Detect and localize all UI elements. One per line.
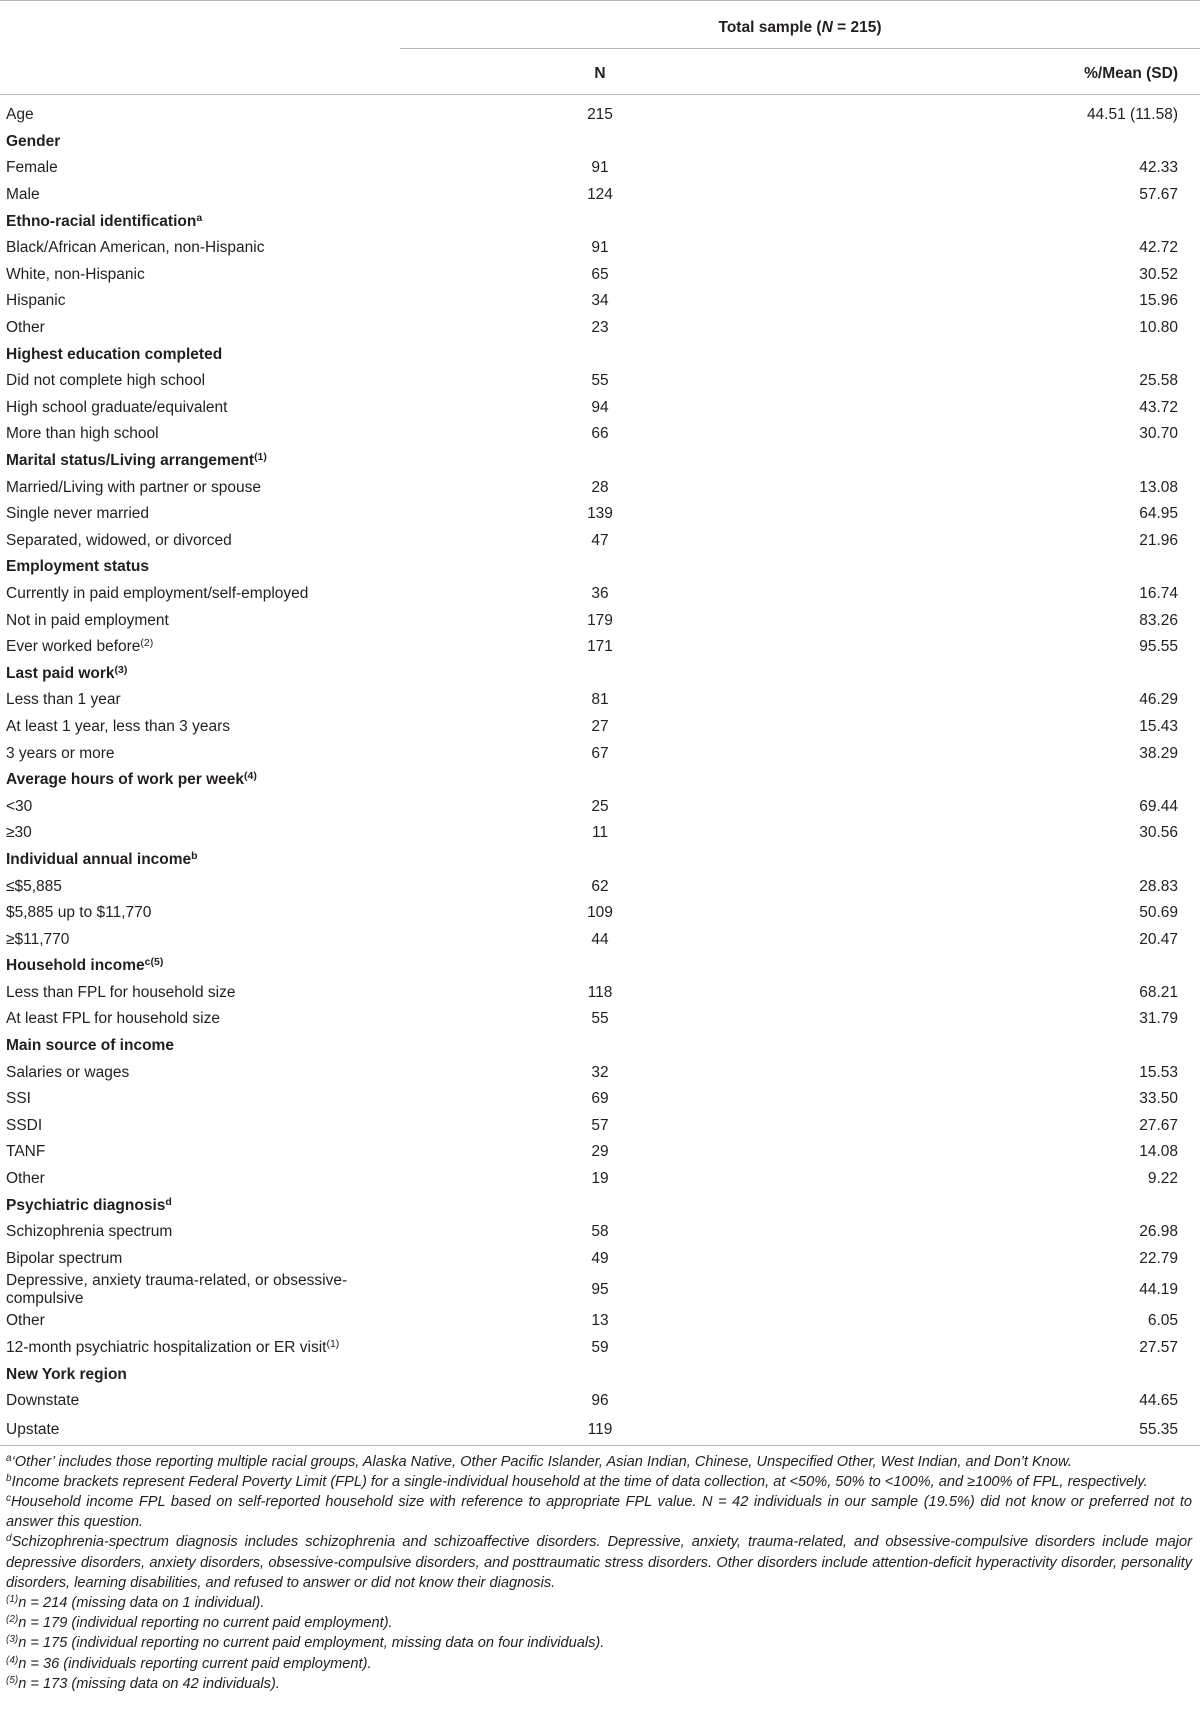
cell-n: 179 [587, 611, 613, 629]
section-label: Household income$^{c(5)}$ [6, 956, 164, 975]
table-row [0, 235, 1200, 262]
table-row [0, 1415, 1200, 1446]
table-row [0, 1086, 1200, 1113]
cell-percent-mean [800, 129, 1200, 156]
cell-percent-mean: 15.43 [1139, 717, 1178, 735]
footnote-marker: d [165, 1195, 172, 1208]
cell-n: 109 [587, 904, 613, 922]
section-heading-row [0, 1361, 1200, 1388]
cell-n: 91 [591, 239, 609, 257]
cell-n: 25 [591, 797, 609, 815]
cell-n [400, 554, 800, 581]
table-body [0, 102, 1200, 1445]
cell-n: 55 [591, 372, 609, 390]
cell-percent-mean [800, 767, 1200, 794]
row-label: Currently in paid employment/self-employed [6, 584, 309, 602]
cell-percent-mean [800, 660, 1200, 687]
row-label: At least 1 year, less than 3 years [6, 717, 231, 735]
footnote-marker: (3) [114, 663, 128, 676]
cell-n: 67 [591, 744, 609, 762]
footnote-marker: c [6, 1492, 11, 1504]
cell-n: 91 [591, 159, 609, 177]
table-row [0, 1246, 1200, 1273]
table-row [0, 368, 1200, 395]
table-row [0, 1388, 1200, 1415]
footnote-marker: d [6, 1533, 12, 1545]
footnote: $^{(5)}$n = 173 (missing data on 42 individuals). [6, 1674, 280, 1692]
row-label: Black/African American, non-Hispanic [6, 239, 265, 257]
row-label: Age [6, 106, 34, 124]
cell-n [400, 341, 800, 368]
cell-n [400, 208, 800, 235]
cell-percent-mean: 30.56 [1139, 824, 1178, 842]
cell-percent-mean: 26.98 [1139, 1223, 1178, 1241]
cell-n: 94 [591, 398, 609, 416]
row-label: 12-month psychiatric hospitalization or ER visit$^{(1)}$ [6, 1338, 340, 1357]
row-label: Male [6, 186, 40, 204]
table-header [0, 1, 1200, 103]
cell-percent-mean [800, 448, 1200, 475]
cell-n [400, 767, 800, 794]
cell-percent-mean: 16.74 [1139, 584, 1178, 602]
table-row [0, 262, 1200, 289]
section-heading-row [0, 448, 1200, 475]
footnote-marker: (2) [140, 637, 154, 650]
cell-percent-mean: 95.55 [1139, 638, 1178, 656]
table-row [0, 1139, 1200, 1166]
table-row [0, 395, 1200, 422]
cell-percent-mean: 22.79 [1139, 1249, 1178, 1267]
footnote: $^c$Household income FPL based on self-reported household size with reference to appropriate FPL value. N = 42 individuals in our sample (19.5%) did not know or preferred not to answer this question. [6, 1492, 1192, 1531]
cell-percent-mean: 55.35 [800, 1415, 1200, 1446]
footnote-marker: b [191, 849, 198, 862]
section-label: Gender [6, 132, 61, 150]
footnote-marker: (5) [6, 1674, 19, 1686]
cell-n [400, 953, 800, 980]
row-label: ≥$11,770 [6, 930, 70, 948]
table-row [0, 421, 1200, 448]
cell-percent-mean [800, 1033, 1200, 1060]
section-label: Ethno-racial identification$^a$ [6, 211, 203, 230]
cell-n [400, 1361, 800, 1388]
cell-n: 32 [591, 1063, 609, 1081]
cell-n [400, 847, 800, 874]
cell-percent-mean [800, 1192, 1200, 1219]
table-row [0, 528, 1200, 555]
section-label: Psychiatric diagnosis$^d$ [6, 1195, 172, 1214]
cell-percent-mean: 44.19 [1139, 1281, 1178, 1299]
table-row [0, 687, 1200, 714]
cell-percent-mean: 30.70 [1139, 425, 1178, 443]
table-row [0, 182, 1200, 209]
row-label: Other [6, 1170, 45, 1188]
footnote-marker: c(5) [144, 956, 164, 969]
row-label: <30 [6, 797, 33, 815]
cell-percent-mean: 14.08 [1139, 1143, 1178, 1161]
table-row [0, 634, 1200, 661]
table-row [0, 793, 1200, 820]
row-label: Less than 1 year [6, 691, 121, 709]
cell-n [400, 660, 800, 687]
cell-percent-mean: 64.95 [1139, 505, 1178, 523]
footnote: $^{(4)}$n = 36 (individuals reporting current paid employment). [6, 1654, 372, 1672]
cell-n: 65 [591, 265, 609, 283]
table-row [0, 980, 1200, 1007]
cell-percent-mean [800, 208, 1200, 235]
table-row [0, 288, 1200, 315]
cell-percent-mean: 25.58 [1139, 372, 1178, 390]
section-heading-row [0, 1192, 1200, 1219]
section-label: Employment status [6, 558, 149, 576]
footnote-marker: (4) [244, 770, 257, 783]
footnote-marker: (1) [6, 1593, 19, 1605]
cell-percent-mean [800, 341, 1200, 368]
cell-n: 27 [591, 717, 609, 735]
cell-percent-mean: 27.57 [1139, 1339, 1178, 1357]
table-row [0, 315, 1200, 342]
table-footnotes [0, 1446, 1200, 1694]
cell-n: 96 [591, 1392, 609, 1410]
footnote-marker: (3) [6, 1634, 19, 1646]
cell-percent-mean: 42.33 [1139, 159, 1178, 177]
table-row [0, 474, 1200, 501]
table-row [0, 1113, 1200, 1140]
section-label: New York region [6, 1365, 127, 1383]
cell-n [400, 1033, 800, 1060]
row-label: Female [6, 159, 58, 177]
table-row [0, 740, 1200, 767]
cell-percent-mean: 44.51 (11.58) [1086, 106, 1178, 124]
table-row [0, 873, 1200, 900]
cell-n: 171 [587, 638, 613, 656]
cell-n: 36 [591, 584, 609, 602]
row-label: At least FPL for household size [6, 1010, 220, 1028]
row-label: ≤$5,885 [6, 877, 62, 895]
table-row [0, 1272, 1200, 1308]
col-header-percent-mean: %/Mean (SD) [800, 49, 1200, 95]
footnote-marker: (2) [6, 1614, 19, 1626]
row-label: Ever worked before$^{(2)}$ [6, 637, 154, 656]
row-label: Salaries or wages [6, 1063, 130, 1081]
row-label: Married/Living with partner or spouse [6, 478, 262, 496]
section-heading-row [0, 1033, 1200, 1060]
footnote-marker: a [196, 211, 203, 224]
cell-n: 139 [587, 505, 613, 523]
table-row [0, 1308, 1200, 1335]
section-heading-row [0, 767, 1200, 794]
cell-percent-mean: 31.79 [1139, 1010, 1178, 1028]
cell-percent-mean: 21.96 [1139, 531, 1178, 549]
section-heading-row [0, 847, 1200, 874]
cell-n: 13 [591, 1312, 609, 1330]
row-label: Other [6, 1312, 45, 1330]
cell-percent-mean: 68.21 [1139, 983, 1178, 1001]
footnote-marker: (1) [254, 451, 267, 464]
cell-n: 23 [591, 319, 609, 337]
row-label: Less than FPL for household size [6, 983, 236, 1001]
table-row [0, 1335, 1200, 1362]
section-heading-row [0, 953, 1200, 980]
cell-percent-mean: 43.72 [1139, 398, 1178, 416]
row-label: Did not complete high school [6, 372, 206, 390]
cell-percent-mean: 42.72 [1139, 239, 1178, 257]
cell-percent-mean: 9.22 [1147, 1170, 1178, 1188]
section-heading-row [0, 129, 1200, 156]
cell-percent-mean: 15.96 [1139, 292, 1178, 310]
header-group-row [0, 8, 1200, 49]
footnote: $^{(3)}$n = 175 (individual reporting no current paid employment, missing data on four individuals). [6, 1634, 605, 1652]
cell-percent-mean: 15.53 [1139, 1063, 1178, 1081]
table-row [0, 714, 1200, 741]
cell-n: 57 [591, 1116, 609, 1134]
cell-n: 69 [591, 1090, 609, 1108]
section-heading-row [0, 660, 1200, 687]
top-rule [0, 1, 1200, 9]
cell-percent-mean: 44.65 [1139, 1392, 1178, 1410]
row-label: Bipolar spectrum [6, 1249, 123, 1267]
cell-n: 118 [587, 983, 613, 1001]
cell-percent-mean: 57.67 [1139, 186, 1178, 204]
cell-n: 11 [591, 824, 609, 842]
cell-percent-mean: 20.47 [1139, 930, 1178, 948]
cell-n: 66 [591, 425, 609, 443]
row-label: Downstate [6, 1392, 80, 1410]
cell-percent-mean: 10.80 [1139, 319, 1178, 337]
cell-percent-mean: 27.67 [1139, 1116, 1178, 1134]
column-header-row [0, 49, 1200, 95]
cell-n: 215 [587, 106, 613, 124]
cell-percent-mean [800, 554, 1200, 581]
footnote-marker: b [6, 1472, 12, 1484]
row-label: SSDI [6, 1116, 43, 1134]
table-row [0, 501, 1200, 528]
cell-percent-mean: 38.29 [1139, 744, 1178, 762]
cell-n: 28 [591, 478, 609, 496]
cell-percent-mean: 6.05 [1147, 1312, 1178, 1330]
row-label: Upstate [0, 1415, 400, 1446]
table-row [0, 581, 1200, 608]
cell-n: 95 [591, 1281, 609, 1299]
row-label: Other [6, 319, 45, 337]
table-row [0, 155, 1200, 182]
table-row [0, 1219, 1200, 1246]
row-label: TANF [6, 1143, 46, 1161]
cell-n: 81 [591, 691, 609, 709]
row-label: White, non-Hispanic [6, 265, 145, 283]
cell-percent-mean: 28.83 [1139, 877, 1178, 895]
footnote-marker: (4) [6, 1654, 19, 1666]
row-label: Separated, widowed, or divorced [6, 531, 232, 549]
cell-percent-mean: 46.29 [1139, 691, 1178, 709]
cell-n: 34 [591, 292, 609, 310]
cell-n: 19 [591, 1170, 609, 1188]
row-label: 3 years or more [6, 744, 115, 762]
cell-percent-mean [800, 953, 1200, 980]
section-label: Individual annual income$^b$ [6, 849, 198, 868]
section-label: Marital status/Living arrangement$^{(1)}$ [6, 451, 267, 470]
total-sample-heading: Total sample (N = 215) [400, 8, 1200, 49]
cell-n: 55 [591, 1010, 609, 1028]
cell-percent-mean: 69.44 [1139, 797, 1178, 815]
cell-n [400, 448, 800, 475]
section-heading-row [0, 341, 1200, 368]
cell-n: 44 [591, 930, 609, 948]
row-label: High school graduate/equivalent [6, 398, 228, 416]
cell-percent-mean [800, 1361, 1200, 1388]
table-row [0, 926, 1200, 953]
table-row [0, 1166, 1200, 1193]
row-label: Single never married [6, 505, 150, 523]
row-label: ≥30 [6, 824, 32, 842]
cell-n: 124 [587, 186, 613, 204]
row-label: $5,885 up to $11,770 [6, 904, 152, 922]
footnote-marker: (1) [326, 1338, 340, 1351]
cell-n: 49 [591, 1249, 609, 1267]
cell-percent-mean: 33.50 [1139, 1090, 1178, 1108]
footnote: $^{(1)}$n = 214 (missing data on 1 individual). [6, 1593, 265, 1611]
cell-percent-mean: 13.08 [1139, 478, 1178, 496]
footnote: $^a$‘Other’ includes those reporting multiple racial groups, Alaska Native, Other Pacific Islander, Asian Indian, Chinese, Unspecified Other, West Indian, and Don’t Know. [6, 1452, 1072, 1470]
table-row [0, 820, 1200, 847]
table-row [0, 607, 1200, 634]
row-label: Schizophrenia spectrum [6, 1223, 173, 1241]
cell-percent-mean [800, 847, 1200, 874]
table-row [0, 1006, 1200, 1033]
cell-percent-mean: 50.69 [1139, 904, 1178, 922]
cell-percent-mean: 83.26 [1139, 611, 1178, 629]
table-row [0, 1059, 1200, 1086]
row-label: Hispanic [6, 292, 66, 310]
cell-n: 58 [591, 1223, 609, 1241]
cell-n: 47 [591, 531, 609, 549]
cell-n: 29 [591, 1143, 609, 1161]
section-heading-row [0, 554, 1200, 581]
footnote-marker: a [6, 1452, 12, 1464]
row-label: SSI [6, 1090, 31, 1108]
row-label: Depressive, anxiety trauma-related, or obsessive-compulsive [6, 1272, 348, 1308]
table-row [0, 900, 1200, 927]
section-label: Main source of income [6, 1037, 174, 1055]
cell-n [400, 129, 800, 156]
col-header-n: N [400, 49, 800, 95]
cell-n [400, 1192, 800, 1219]
table-row [0, 102, 1200, 129]
cell-n: 59 [591, 1339, 609, 1357]
cell-percent-mean: 30.52 [1139, 265, 1178, 283]
cell-n: 119 [400, 1415, 800, 1446]
row-label: More than high school [6, 425, 159, 443]
row-label: Not in paid employment [6, 611, 169, 629]
footnote: $^d$Schizophrenia-spectrum diagnosis includes schizophrenia and schizoaffective disorders. Depressive, anxiety, trauma-related, and obsessive-compulsive disorders include major depressive disorders, anxiety disorders, obsessive-compulsive disorders, and posttraumatic stress disorders. Other disorders include attention-deficit hyperactivity disorder, personality disorders, learning disabilities, and refused to answer or did not know their diagnosis. [6, 1533, 1192, 1591]
section-heading-row [0, 208, 1200, 235]
section-label: Last paid work$^{(3)}$ [6, 663, 128, 682]
footnote: $^b$Income brackets represent Federal Poverty Limit (FPL) for a single-individual household at the time of data collection, at <50%, 50% to <100%, and ≥100% of FPL, respectively. [6, 1472, 1148, 1490]
section-label: Average hours of work per week$^{(4)}$ [6, 770, 257, 789]
section-label: Highest education completed [6, 345, 223, 363]
cell-n: 62 [591, 877, 609, 895]
footnote: $^{(2)}$n = 179 (individual reporting no current paid employment). [6, 1614, 393, 1632]
